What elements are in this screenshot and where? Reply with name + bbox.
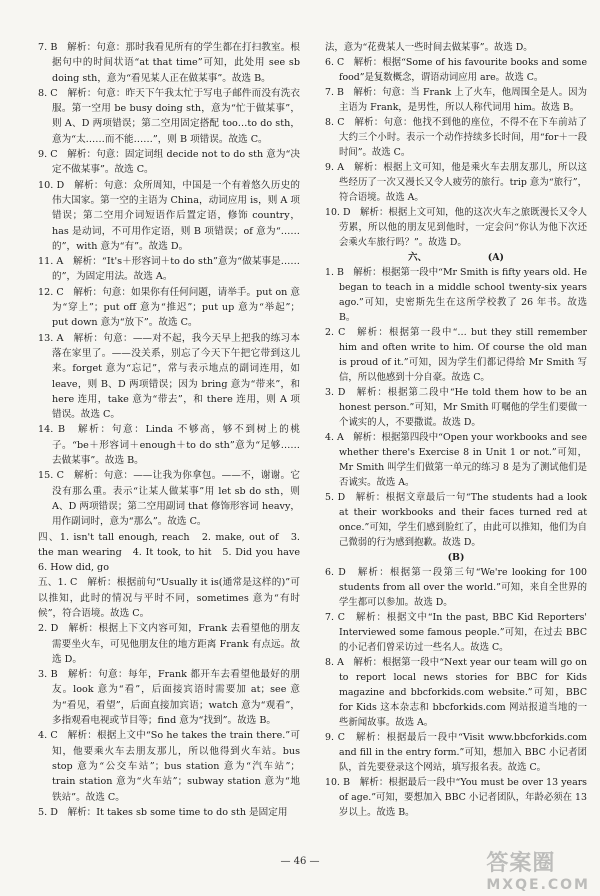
answer-item: 9. A 解析：根据上文可知，他是乘火车去朋友那儿，所以这些经历了一次又漫长又令人疲劳的旅行。trip 意为“旅行”，符合语境。故选 A。 — [325, 162, 587, 203]
answer-item: 2. D 解析：根据上下文内容可知，Frank 去看望他的朋友需要坐火车，可见他朋友住的地方距离 Frank 有点远。故选 D。 — [38, 623, 300, 665]
answer-item: 12. C 解析：句意：如果你有任何问题，请举手。put on 意为“穿上”；put off 意为“推迟”；put up 意为“举起”；put down 意为“放下”。故选 C。 — [38, 286, 300, 329]
answer-item: 7. B 解析：句意：那时我看见所有的学生都在打扫教室。根据句中的时间状语“at that time”可知，此处用 see sb doing sth，意为“看见某人正在做某事”。故选 B。 — [38, 42, 300, 84]
answer-item: 10. D 解析：根据上文可知，他的这次火车之旅既漫长又令人劳累，所以他的朋友见到他时，一定会问“你认为他下次还会乘火车旅行吗？”。故选 D。 — [325, 207, 587, 248]
section-heading: 六、 (A) — [408, 252, 504, 263]
answer-item: 3. B 解析：句意：每年，Frank 都开车去看望他最好的朋友。look 意为“看”，后面接宾语时需要加 at；see 意为“看见，看望”，后面直接加宾语；watch 意为“观看”，多指观看电视或节目等；find 意为“找到”。故选 B。 — [38, 669, 300, 727]
answer-item: 1. B 解析：根据第一段中“Mr Smith is fifty years old. He began to teach in a middle school twenty-six years ago.”可知，史密斯先生在这所学校教了 26 年书。故选 B。 — [325, 267, 587, 323]
answer-item: 8. C 解析：句意：他找不到他的座位，不得不在下车前站了大约三个小时。表示一个动作持续多长时间，用“for＋一段时间”。故选 C。 — [325, 117, 587, 158]
watermark-line2: MXQE.COM — [486, 877, 590, 893]
answer-item: 四、1. isn't tall enough, reach 2. make, out of 3. the man wearing 4. It took, to hit 5. Did you have 6. How did, go — [38, 531, 310, 574]
section-heading: (B) — [447, 552, 465, 563]
answer-item: 6. C 解析：根据“Some of his favourite books and some food”是复数概念，谓语动词应用 are。故选 C。 — [325, 57, 587, 83]
answer-item: 8. C 解析：句意：昨天下午我太忙于写电子邮件而没有洗衣服。第一空用 be busy doing sth，意为“忙于做某事”，则 A、D 两项错误；第二空用固定搭配 too…to do sth，意为“太……而不能……”，则 B 项错误。故选 C。 — [38, 87, 300, 145]
answer-item: 4. A 解析：根据第四段中“Open your workbooks and see whether there's Exercise 8 in Unit 1 or not.”可知，Mr Smith 叫学生们做第一单元的练习 8 是为了测试他们是否诚实。故选 A。 — [325, 432, 587, 488]
answer-item: 10. B 解析：根据最后一段中“You must be over 13 years of age.”可知，要想加入 BBC 小记者团队，年龄必须在 13 岁以上。故选 B。 — [325, 777, 587, 818]
answer-item: 2. C 解析：根据第一段中“… but they still remember him and often write to him. Of course the old man is proud of it.”可知，因为学生们都记得给 Mr Smith 写信，所以他感到十分自豪。故选 C。 — [325, 327, 587, 383]
answer-item: 8. A 解析：根据第一段中“Next year our team will go on to report local news stories for BBC for Kids magazine and bbcforkids.com website.”可知，BBC for Kids 这本杂志和 bbcforkids.com 网站报道当地的一些新闻故事。故选 A。 — [325, 657, 587, 728]
watermark-logo — [486, 846, 590, 893]
answer-item: 7. B 解析：句意：当 Frank 上了火车，他周围全是人。因为主语为 Frank，是男性，所以人称代词用 him。故选 B。 — [325, 87, 587, 113]
answer-item: 10. D 解析：句意：众所周知，中国是一个有着悠久历史的伟大国家。第一空的主语为 China，动词应用 is，则 A 项错误；第二空用介词短语作后置定语，修饰 country，has 是动词，不可用作定语，则 B 项错误；of 意为“……的”，with 意为“有”。故选 D。 — [38, 179, 300, 252]
answer-item: 9. C 解析：根据最后一段中“Visit www.bbcforkids.com and fill in the entry form.”可知，想加入 BBC 小记者团队，首先要登录这个网站，填写报名表。故选 C。 — [325, 732, 587, 773]
answer-item: 5. D 解析：It takes sb some time to do sth 是固定用 — [38, 806, 288, 818]
answer-item: 4. C 解析：根据上文中“So he takes the train there.”可知，他要乘火车去朋友那儿，所以他得到火车站。bus stop 意为“公交车站”；bus station 意为“汽车站”；train station 意为“火车站”；subway station 意为“地铁站”。故选 C。 — [38, 730, 300, 803]
answer-item: 14. B 解析：句意：Linda 不够高，够不到树上的桃子。“be＋形容词＋enough＋to do sth”意为“足够……去做某事”。故选 B。 — [38, 424, 300, 467]
answer-item: 6. D 解析：根据第一段第三句“We're looking for 100 students from all over the world.”可知，来自全世界的学生都可以参加。故选 D。 — [325, 567, 587, 608]
answer-item: 7. C 解析：根据文中“In the past, BBC Kid Reporters' Interviewed some famous people.”可知，在过去 BBC 的小记者们曾采访过一些名人。故选 C。 — [325, 612, 587, 653]
answer-item: 3. D 解析：根据第二段中“He told them how to be an honest person.”可知，Mr Smith 叮嘱他的学生们要做一个诚实的人，不要撒谎。故选 D。 — [325, 387, 587, 428]
answer-item: 11. A 解析：“It's＋形容词＋to do sth”意为“做某事是……的”，为固定用法。故选 A。 — [38, 256, 300, 283]
watermark-line1: 答案圈 — [486, 851, 556, 876]
answer-item: 13. A 解析：句意：——对不起，我今天早上把我的练习本落在家里了。——没关系，别忘了今天下午把它带到这儿来。forget 意为“忘记”，常与表示地点的副词连用，如 leave，则 B、D 两项错误；因为 bring 意为“带来”，和 here 连用，take 意为“带去”，和 there 连用，则 A 项错误。故选 C。 — [38, 332, 300, 421]
answer-item: 法，意为“花费某人一些时间去做某事”。故选 D。 — [325, 42, 533, 53]
answer-item: 15. C 解析：句意：——让我为你拿包。——不，谢谢。它没有那么重。表示“让某人做某事”用 let sb do sth，则 A、D 两项错误；第二空用副词 that 修饰形容词 heavy，用作副词时，意为“那么”。故选 C。 — [38, 470, 300, 528]
answer-item: 五、1. C 解析：根据前句“Usually it is(通常是这样的)”可以推知，此时的情况与平时不同，sometimes 意为“有时候”，符合语境。故选 C。 — [38, 577, 300, 619]
left-column — [38, 40, 310, 820]
right-column — [325, 40, 587, 820]
answer-item: 5. D 解析：根据文章最后一句“The students had a look at their workbooks and their faces turned red at once.”可知，学生们感到脸红了，由此可以推知，他们为自己微弱的行为感到抱歉。故选 D。 — [325, 492, 587, 548]
page-number: — 46 — — [280, 856, 320, 867]
answer-item: 9. C 解析：句意：固定词组 decide not to do sth 意为“决定不做某事”。故选 C。 — [38, 149, 300, 176]
